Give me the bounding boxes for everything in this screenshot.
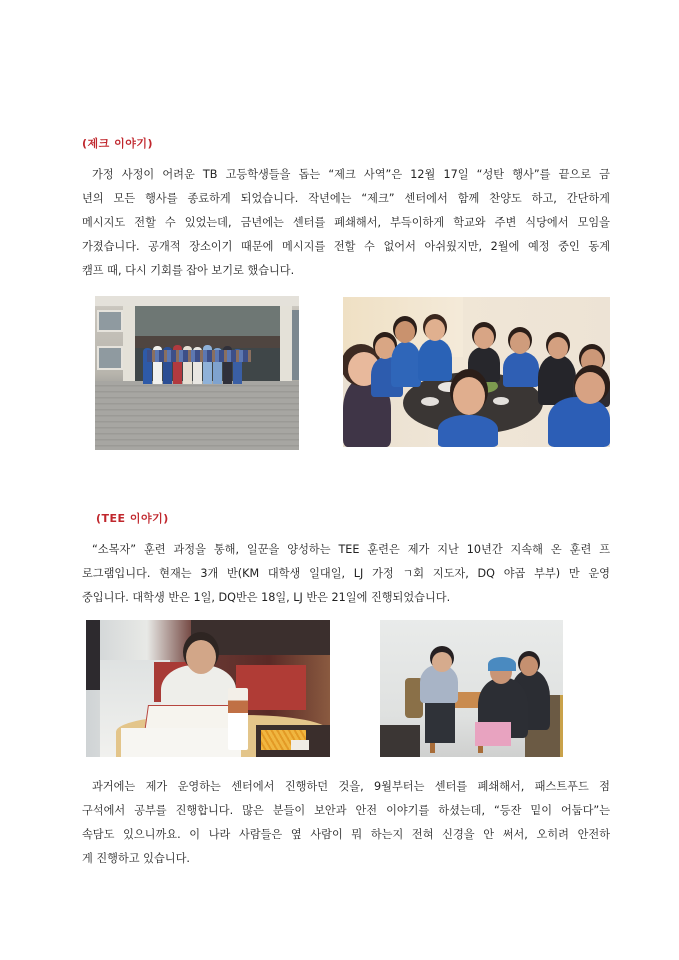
text-line: 메시지도 전할 수 있었는데, 금년에는 센터를 폐쇄해서, 부득이하게 학교와 주변 식당에서 모임을 <box>82 216 610 229</box>
section-heading-tee: (TEE 이야기) <box>96 512 169 525</box>
section-heading-zeke: (제크 이야기) <box>82 137 154 150</box>
photo-group-in-front-of-building <box>95 296 299 450</box>
photo-study-at-fast-food-restaurant <box>86 620 330 757</box>
text-line: 중입니다. 대학생 반은 1일, DQ반은 18일, LJ 반은 21일에 진행되었습니다. <box>82 591 451 604</box>
text-line: 로그램입니다. 현재는 3개 반(KM 대학생 일대일, LJ 가정 ㄱ회 지도자, DQ 야곱 부부) 만 운영 <box>82 567 610 580</box>
text-line: “소목자” 훈련 과정을 통해, 일꾼을 양성하는 TEE 훈련은 제가 지난 10년간 지속해 온 훈련 프 <box>92 543 610 556</box>
paragraph-tee-training <box>82 538 610 610</box>
text-line: 속담도 있으니까요. 이 나라 사람들은 옆 사람이 뭐 하는지 전혀 신경을 안 써서, 오히려 안전하 <box>82 828 610 841</box>
text-line: 년의 모든 행사를 종료하게 되었습니다. 작년에는 “제크” 센터에서 함께 찬양도 하고, 간단하게 <box>82 192 610 205</box>
text-line: 가정 사정이 어려운 TB 고등학생들을 돕는 “제크 사역”은 12월 17일 “성탄 행사”를 끝으로 금 <box>92 168 610 181</box>
photo-students-at-restaurant-table <box>343 297 610 447</box>
text-line: 게 진행하고 있습니다. <box>82 852 190 865</box>
paragraph-zeke-ministry <box>82 163 610 283</box>
photo-one-on-one-meeting <box>380 620 563 757</box>
text-line: 가졌습니다. 공개적 장소이기 때문에 메시지를 전할 수 없어서 아쉬웠지만, 2월에 예정 중인 동계 <box>82 240 610 253</box>
text-line: 캠프 때, 다시 기회를 잡아 보기로 했습니다. <box>82 264 295 277</box>
text-line: 구석에서 공부를 진행합니다. 많은 분들이 보안과 안전 이야기를 하셨는데, “등잔 밑이 어둡다”는 <box>82 804 610 817</box>
text-line: 과거에는 제가 운영하는 센터에서 진행하던 것을, 9월부터는 센터를 폐쇄해서, 패스트푸드 점 <box>92 780 610 793</box>
paragraph-fast-food-study <box>82 775 610 871</box>
